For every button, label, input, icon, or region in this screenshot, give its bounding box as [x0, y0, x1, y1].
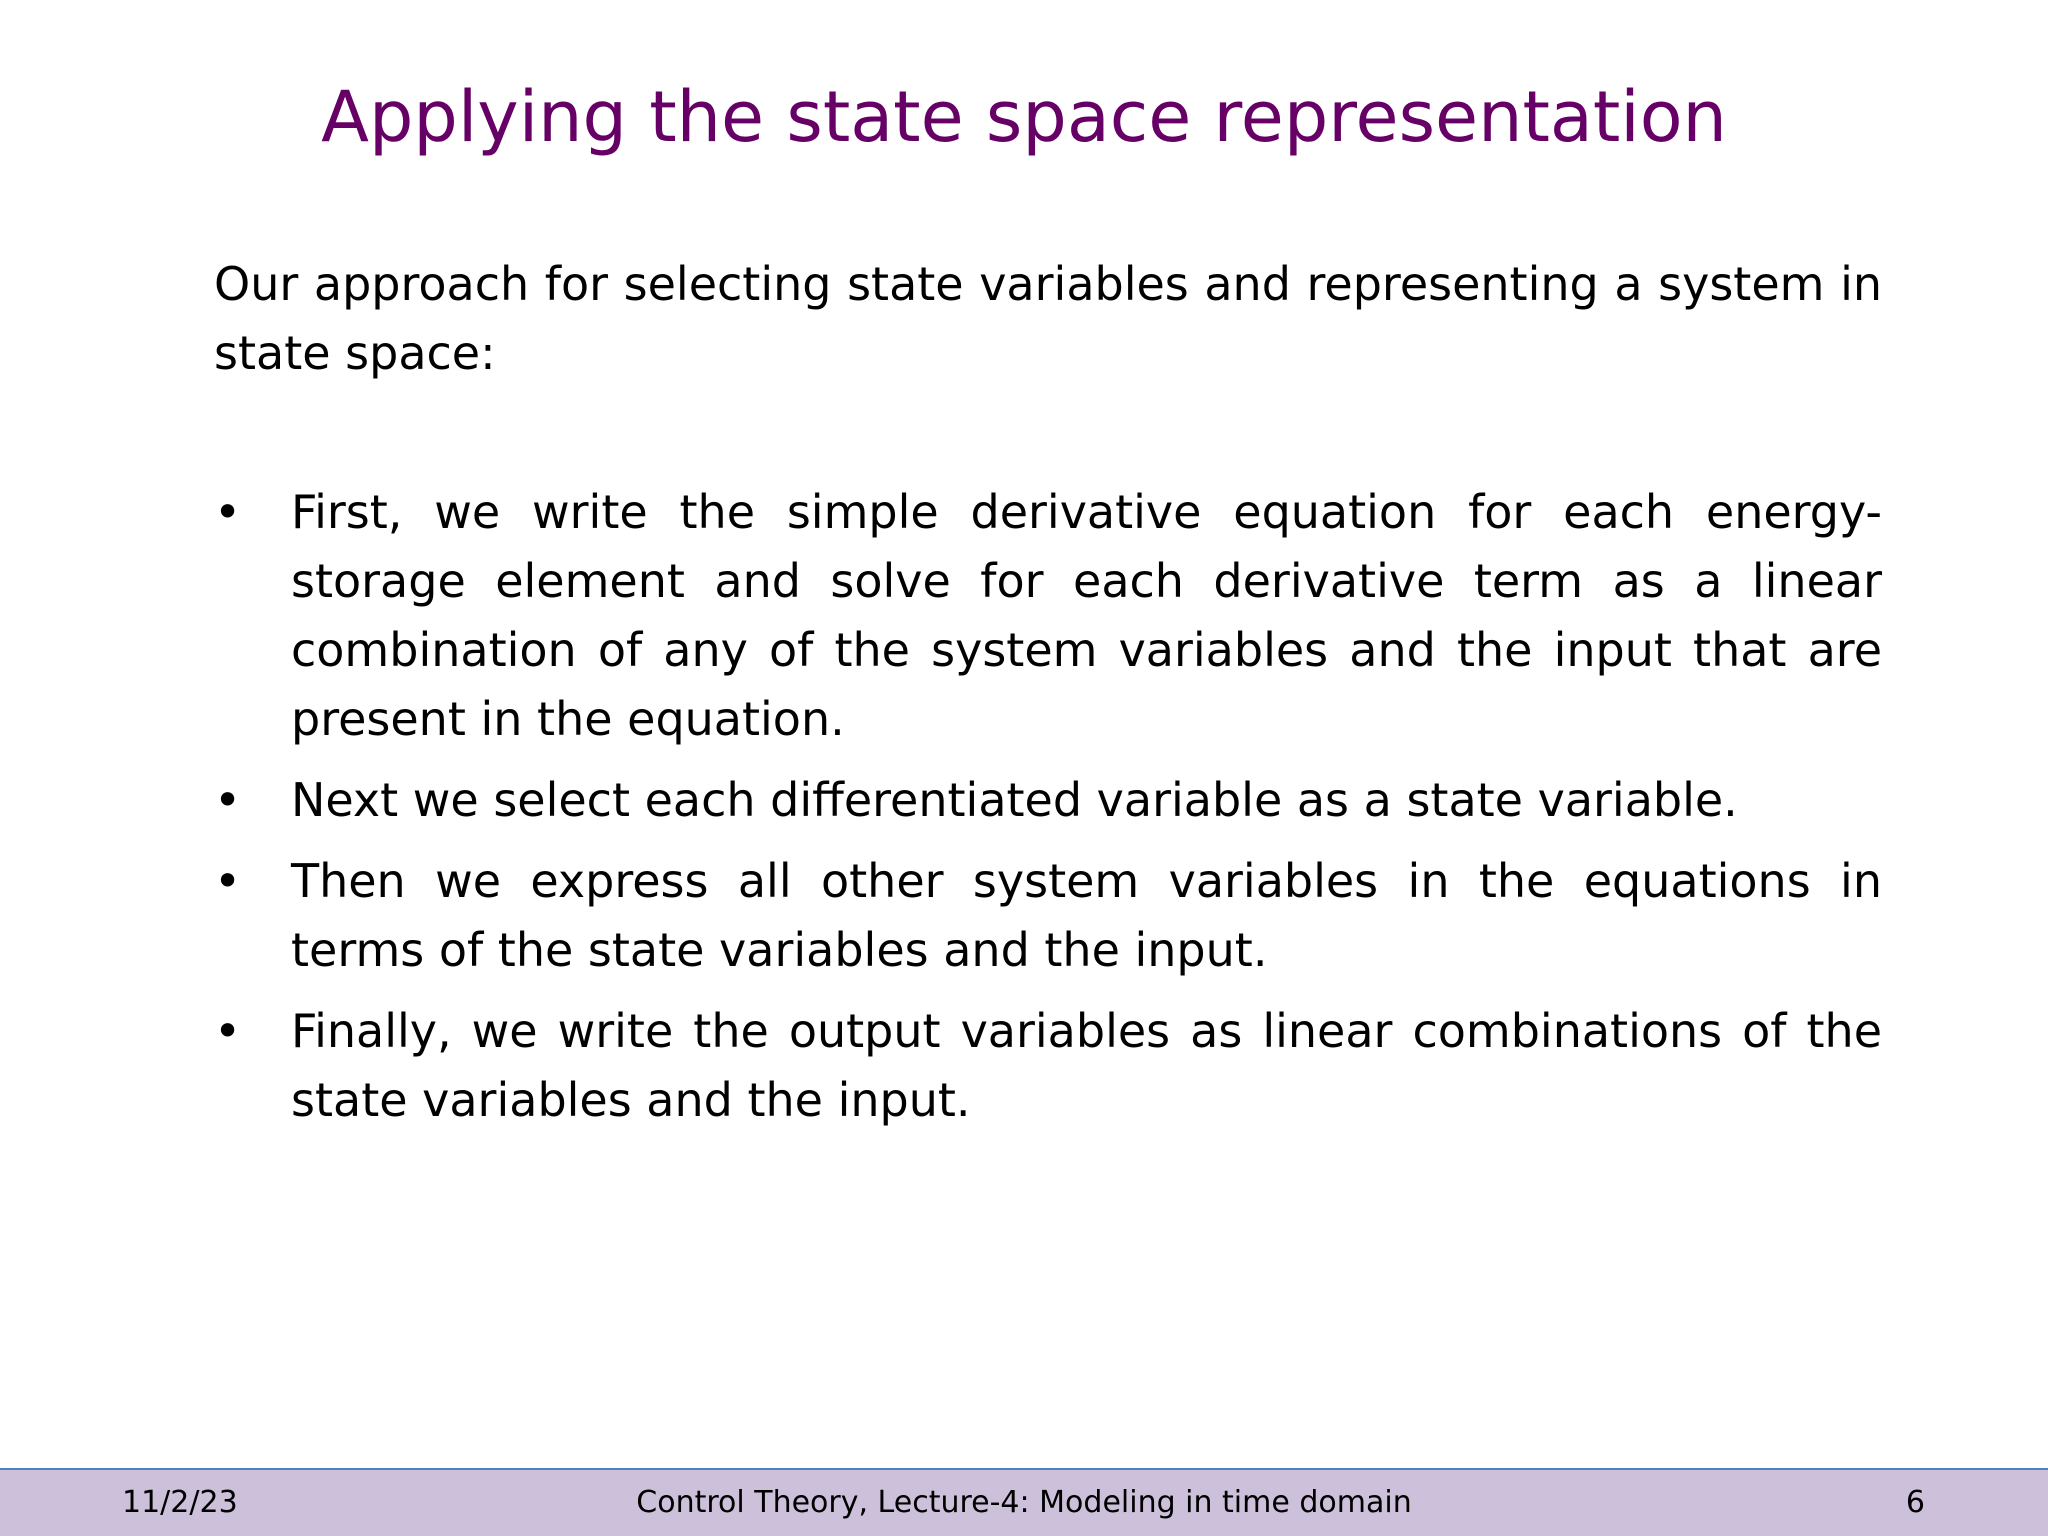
slide-footer	[0, 1468, 2048, 1536]
bullet-item-2: • Next we select each differentiated variable as a state variable.	[214, 766, 1882, 835]
slide-title: Applying the state space representation	[321, 76, 1727, 158]
footer-date: 11/2/23	[122, 1485, 238, 1520]
bullet-item-1: • First, we write the simple derivative equation for each energy-storage element and solve for each derivative term as a linear combination of any of the system variables and the input that are present in the equation.	[214, 478, 1882, 754]
bullet-item-3: • Then we express all other system variables in the equations in terms of the state variables and the input.	[214, 847, 1882, 985]
footer-page-number: 6	[1905, 1485, 1925, 1520]
intro-paragraph: Our approach for selecting state variables and representing a system in state space:	[214, 257, 1882, 380]
bullet-list	[214, 478, 1882, 1147]
footer-lecture-title: Control Theory, Lecture-4: Modeling in time domain	[636, 1485, 1412, 1520]
bullet-item-4: • Finally, we write the output variables as linear combinations of the state variables and the input.	[214, 997, 1882, 1135]
